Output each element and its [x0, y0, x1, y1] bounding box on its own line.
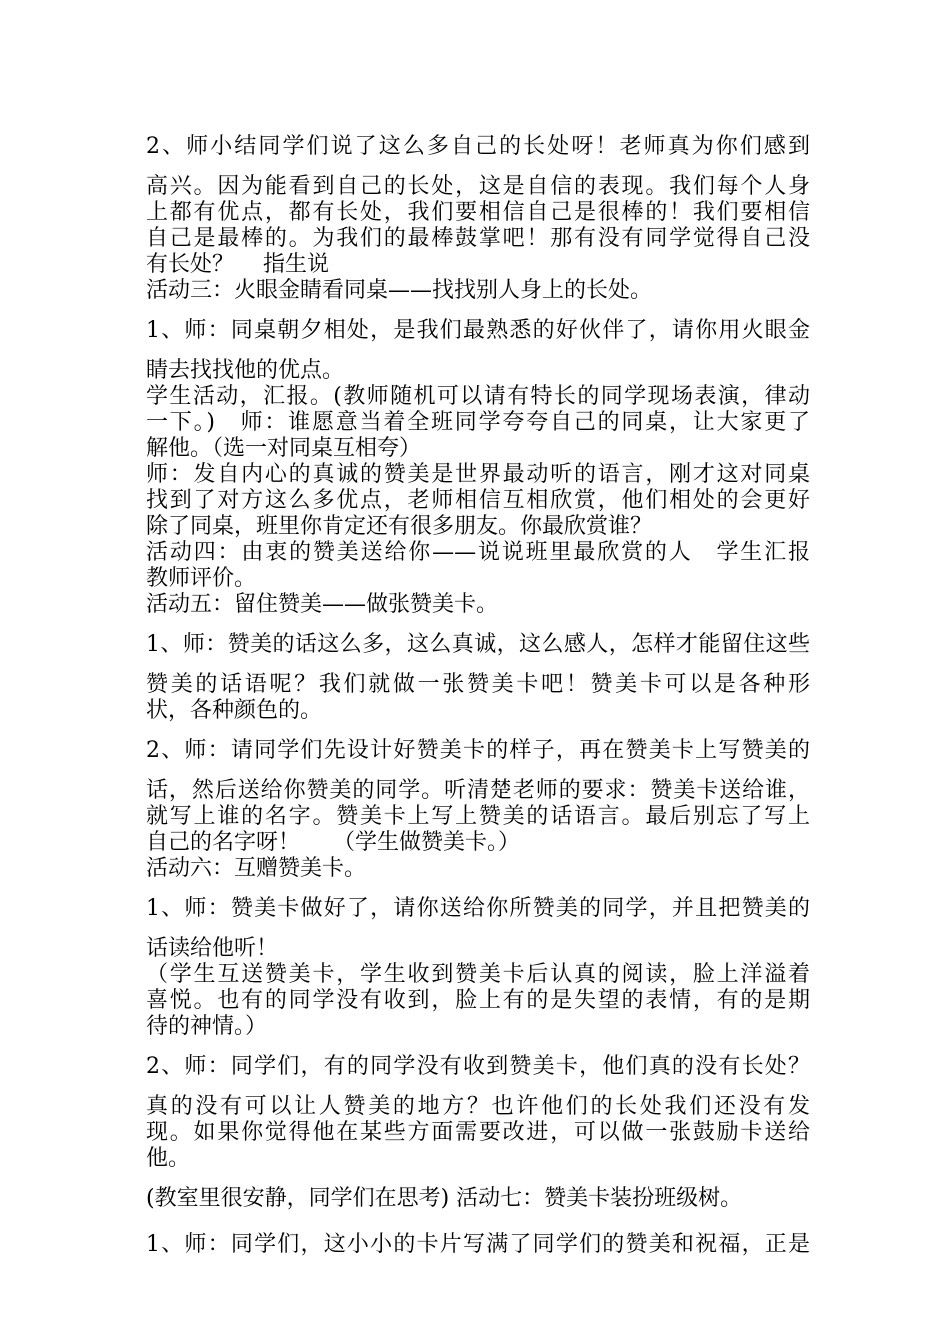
text-line: 有长处？ 指生说 [146, 252, 329, 277]
text-line: 解他。（选一对同桌互相夸） [146, 436, 422, 461]
document-body [146, 134, 810, 1258]
text-line: 真的没有可以让人赞美的地方？也许他们的长处我们还没有发 [146, 1094, 810, 1119]
section-heading: 活动三：火眼金睛看同桌——找找别人身上的长处。 [146, 278, 653, 303]
text-line: （学生互送赞美卡，学生收到赞美卡后认真的阅读，脸上洋溢着 [146, 962, 810, 987]
text-line: 上都有优点，都有长处，我们要相信自己是很棒的！我们要相信 [146, 200, 810, 225]
text-line: 1、师：同桌朝夕相处，是我们最熟悉的好伙伴了，请你用火眼金 [146, 318, 810, 343]
text-line: 状，各种颜色的。 [146, 698, 323, 723]
text-line: 1、师：赞美的话这么多，这么真诚，这么感人，怎样才能留住这些 [146, 632, 810, 657]
text-line: 一下。) 师：谁愿意当着全班同学夸夸自己的同桌，让大家更了 [146, 410, 810, 435]
text-line: 现。如果你觉得他在某些方面需要改进，可以做一张鼓励卡送给 [146, 1120, 810, 1145]
text-line: 话读给他听！ [146, 936, 279, 961]
text-line: 话，然后送给你赞美的同学。听清楚老师的要求：赞美卡送给谁， [146, 778, 810, 803]
text-line: 喜悦。也有的同学没有收到，脸上有的是失望的表情，有的是期 [146, 988, 810, 1013]
text-line: 教师评价。 [146, 566, 257, 591]
text-line: 1、师：赞美卡做好了，请你送给你所赞美的同学，并且把赞美的 [146, 896, 810, 921]
text-line: 学生活动，汇报。(教师随机可以请有特长的同学现场表演，律动 [146, 384, 810, 409]
text-line: 2、师：请同学们先设计好赞美卡的样子，再在赞美卡上写赞美的 [146, 738, 810, 763]
text-line: 赞美的话语呢？我们就做一张赞美卡吧！赞美卡可以是各种形 [146, 672, 810, 697]
text-line: 除了同桌，班里你肯定还有很多朋友。你最欣赏谁？ [146, 514, 653, 539]
text-line: 2、师：同学们，有的同学没有收到赞美卡，他们真的没有长处？ [146, 1054, 810, 1079]
text-line: 待的神情。） [146, 1014, 268, 1039]
text-line: 就写上谁的名字。赞美卡上写上赞美的话语言。最后别忘了写上 [146, 804, 810, 829]
text-line: 他。 [146, 1146, 191, 1171]
text-line: 高兴。因为能看到自己的长处，这是自信的表现。我们每个人身 [146, 174, 810, 199]
text-line: 睛去找找他的优点。 [146, 358, 345, 383]
section-heading: 活动六：互赠赞美卡。 [146, 856, 367, 881]
text-line: 1、师：同学们，这小小的卡片写满了同学们的赞美和祝福，正是 [146, 1232, 810, 1257]
text-line: 师：发自内心的真诚的赞美是世界最动听的语言，刚才这对同桌 [146, 462, 810, 487]
text-line: (教室里很安静，同学们在思考) 活动七：赞美卡装扮班级树。 [146, 1186, 743, 1211]
section-heading: 活动四：由衷的赞美送给你——说说班里最欣赏的人 学生汇报 [146, 540, 810, 565]
section-heading: 活动五：留住赞美——做张赞美卡。 [146, 592, 499, 617]
text-line: 2、师小结同学们说了这么多自己的长处呀！老师真为你们感到 [146, 134, 810, 159]
text-line: 找到了对方这么多优点，老师相信互相欣赏，他们相处的会更好 [146, 488, 810, 513]
text-line: 自己是最棒的。为我们的最棒鼓掌吧！那有没有同学觉得自己没 [146, 226, 810, 251]
text-line: 自己的名字呀！ （学生做赞美卡。） [146, 830, 521, 855]
